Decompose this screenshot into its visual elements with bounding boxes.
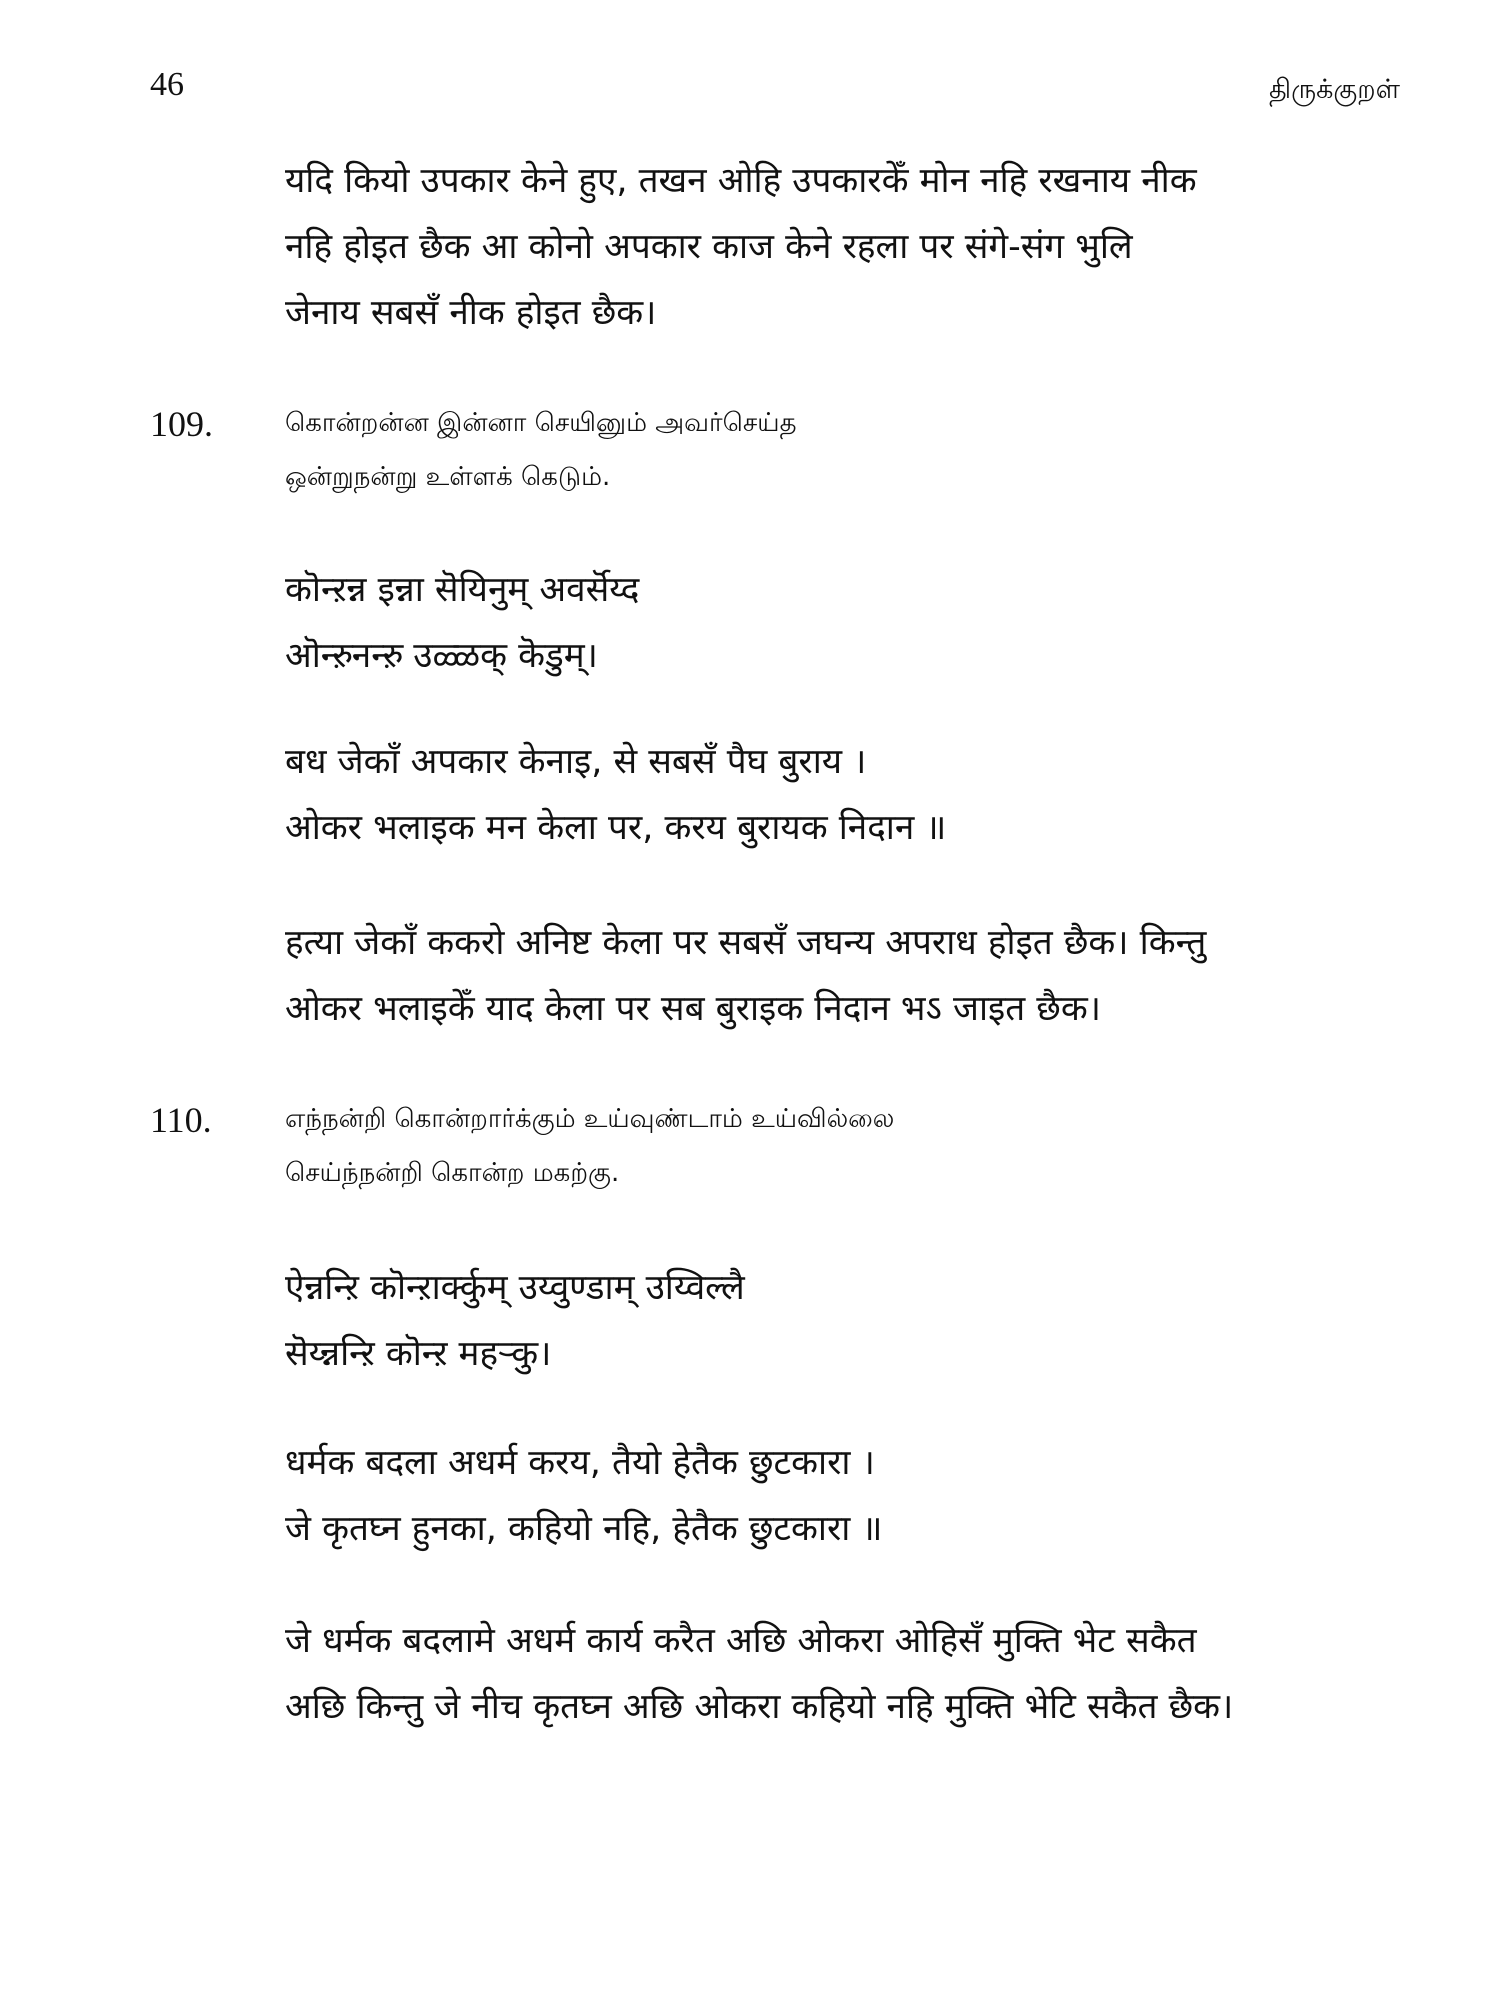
verse-number-109: 109. [150,404,213,444]
verse-109-tamil [285,396,797,504]
couplet-line: ओकर भलाइक मन केला पर, करय बुरायक निदान ॥ [285,808,947,848]
meaning-line: जे धर्मक बदलामे अधर्म कार्य करैत अछि ओकरा ओहिसँ मुक्ति भेट सकैत [285,1621,1197,1661]
meaning-line: ओकर भलाइकेँ याद केला पर सब बुराइक निदान भऽ जाइत छैक। [285,989,1101,1029]
tamil-line: செய்ந்நன்றி கொன்ற மகற்கு. [285,1158,620,1188]
transliteration-line: कॊन्ऱन्न इन्ना सॆयिनुम् अवर्सॆय्द [285,570,640,610]
meaning-line: अछि किन्तु जे नीच कृतघ्न अछि ओकरा कहियो नहि मुक्ति भेटि सकैत छैक। [285,1687,1234,1727]
couplet-line: जे कृतघ्न हुनका, कहियो नहि, हेतैक छुटकारा ॥ [285,1509,883,1549]
transliteration-line: ऐन्नन्ऱि कॊन्ऱार्क्कुम् उय्वुण्डाम् उय्विल्लै [285,1268,745,1308]
intro-line: नहि होइत छैक आ कोनो अपकार काज केने रहला पर संगे-संग भुलि [285,227,1133,267]
verse-110-meaning [285,1608,1233,1740]
running-head: திருக்குறள் [1269,74,1400,105]
meaning-line: हत्या जेकाँ ककरो अनिष्ट केला पर सबसँ जघन्य अपराध होइत छैक। किन्तु [285,923,1207,963]
page-number: 46 [150,66,184,103]
transliteration-line: सॆय्न्नन्ऱि कॊन्ऱ महऱ्कु। [285,1334,552,1374]
transliteration-line: ऒन्ऱुनन्ऱु उळ्ळक् कॆडुम्। [285,636,598,676]
verse-110-couplet [285,1430,882,1562]
tamil-line: எந்நன்றி கொன்றார்க்கும் உய்வுண்டாம் உய்வில்லை [285,1104,895,1134]
verse-110-tamil [285,1092,894,1200]
intro-line: यदि कियो उपकार केने हुए, तखन ओहि उपकारकेँ मोन नहि रखनाय नीक [285,161,1197,201]
verse-109-couplet [285,729,946,861]
couplet-line: धर्मक बदला अधर्म करय, तैयो हेतैक छुटकारा । [285,1443,875,1483]
intro-line: जेनाय सबसँ नीक होइत छैक। [285,293,657,333]
couplet-line: बध जेकाँ अपकार केनाइ, से सबसँ पैघ बुराय । [285,742,867,782]
tamil-line: ஒன்றுநன்று உள்ளக் கெடும். [285,462,611,492]
verse-109-meaning [285,910,1206,1042]
tamil-line: கொன்றன்ன இன்னா செயினும் அவர்செய்த [285,408,797,438]
intro-paragraph [285,148,1197,346]
verse-110-transliteration [285,1255,745,1387]
verse-number-110: 110. [150,1100,212,1140]
verse-109-transliteration [285,557,639,689]
